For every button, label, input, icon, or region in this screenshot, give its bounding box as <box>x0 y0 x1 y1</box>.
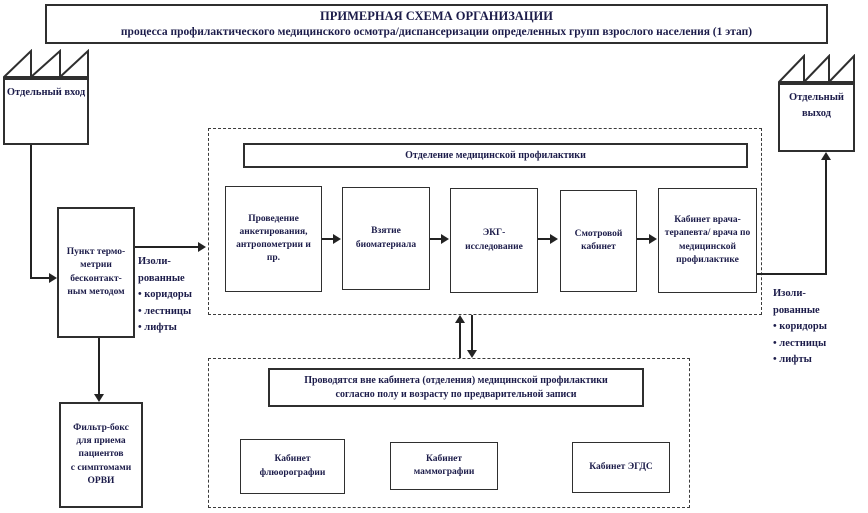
arrow-up-icon <box>821 152 831 160</box>
filter-box-label: Фильтр-бокс для приема пациентов с симптомами ОРВИ <box>70 423 132 486</box>
entrance-building-body <box>3 78 89 145</box>
arrow-right-icon <box>441 234 449 244</box>
arrow-down-icon <box>467 350 477 358</box>
thermometry-point-box <box>57 207 135 338</box>
isolated-line: рованные <box>138 272 185 284</box>
external-rooms-title-line1: Проводятся вне кабинета (отделения) медицинской профилактики <box>304 374 608 386</box>
step-label: Взятие биоматериала <box>355 226 417 250</box>
arrow-right-icon <box>550 234 558 244</box>
external-rooms-title-box <box>268 368 644 407</box>
step-label: ЭКГ-исследование <box>465 228 523 252</box>
room-label: Кабинет флюорографии <box>259 454 326 478</box>
room-label: Кабинет ЭГДС <box>589 461 653 472</box>
sawtooth-roof-icon <box>3 49 89 78</box>
exit-building-body <box>778 83 855 152</box>
isolated-line: • лестницы <box>138 305 192 317</box>
diagram-title-line2: процесса профилактического медицинского осмотра/диспансеризации определенных групп взрослого населения (1 этап) <box>120 25 753 38</box>
prevention-department-title: Отделение медицинской профилактики <box>405 149 586 161</box>
room-box-fluorography <box>240 439 345 494</box>
room-box-mammography <box>390 442 498 490</box>
filter-box-arvi <box>59 402 143 508</box>
isolated-line: Изоли- <box>138 256 171 267</box>
arrow-up-icon <box>455 315 465 323</box>
isolated-routes-left <box>138 254 192 337</box>
isolated-line: Изоли- <box>773 288 806 299</box>
arrow-right-icon <box>649 234 657 244</box>
connector-entrance-to-thermometry-hline <box>30 277 49 279</box>
connector-thermometry-to-filterbox-vline <box>98 338 100 394</box>
entrance-building <box>3 49 89 145</box>
step-box-questionnaire <box>225 186 322 292</box>
room-label: Кабинет маммографии <box>413 453 475 477</box>
entrance-label: Отдельный вход <box>6 87 86 98</box>
arrow-right-icon <box>198 242 206 252</box>
isolated-line: • лифты <box>138 322 177 333</box>
room-box-egds <box>572 442 670 493</box>
arrow-right-icon <box>49 273 57 283</box>
diagram-title-line1: ПРИМЕРНАЯ СХЕМА ОРГАНИЗАЦИИ <box>320 9 553 24</box>
arrow-down-icon <box>94 394 104 402</box>
isolated-line: • лифты <box>773 354 812 365</box>
step-box-examination-room <box>560 190 637 292</box>
external-rooms-title-line2: согласно полу и возрасту по предварительной записи <box>335 388 577 400</box>
step-label: Смотровой кабинет <box>574 228 623 252</box>
exit-building <box>778 54 855 152</box>
step-label: Кабинет врача-терапевта/ врача по медицинской профилактике <box>664 215 751 265</box>
step-box-therapist-office <box>658 188 757 293</box>
sawtooth-roof-icon <box>778 54 855 83</box>
connector-entrance-to-thermometry-vline <box>30 145 32 278</box>
connector-department-to-rooms-vline <box>471 315 473 351</box>
isolated-line: • лестницы <box>773 337 827 349</box>
step-label: Проведение анкетирования, антропометрии и пр. <box>236 213 311 264</box>
prevention-department-title-box <box>243 143 748 168</box>
step-box-ecg <box>450 188 538 293</box>
connector-rooms-to-department-vline <box>459 322 461 358</box>
thermometry-label: Пункт термо- метрии бесконтакт- ным методом <box>66 247 126 297</box>
exit-label: Отдельный выход <box>789 92 844 120</box>
connector-thermometry-to-department-hline <box>135 246 199 248</box>
isolated-line: рованные <box>773 304 820 316</box>
step-box-biomaterial <box>342 187 430 290</box>
connector-department-to-exit-hline <box>757 273 827 275</box>
isolated-line: • коридоры <box>138 289 192 300</box>
diagram-title-box <box>45 4 828 44</box>
isolated-routes-right <box>773 286 827 369</box>
isolated-line: • коридоры <box>773 321 827 332</box>
connector-department-to-exit-vline <box>825 159 827 275</box>
arrow-right-icon <box>333 234 341 244</box>
